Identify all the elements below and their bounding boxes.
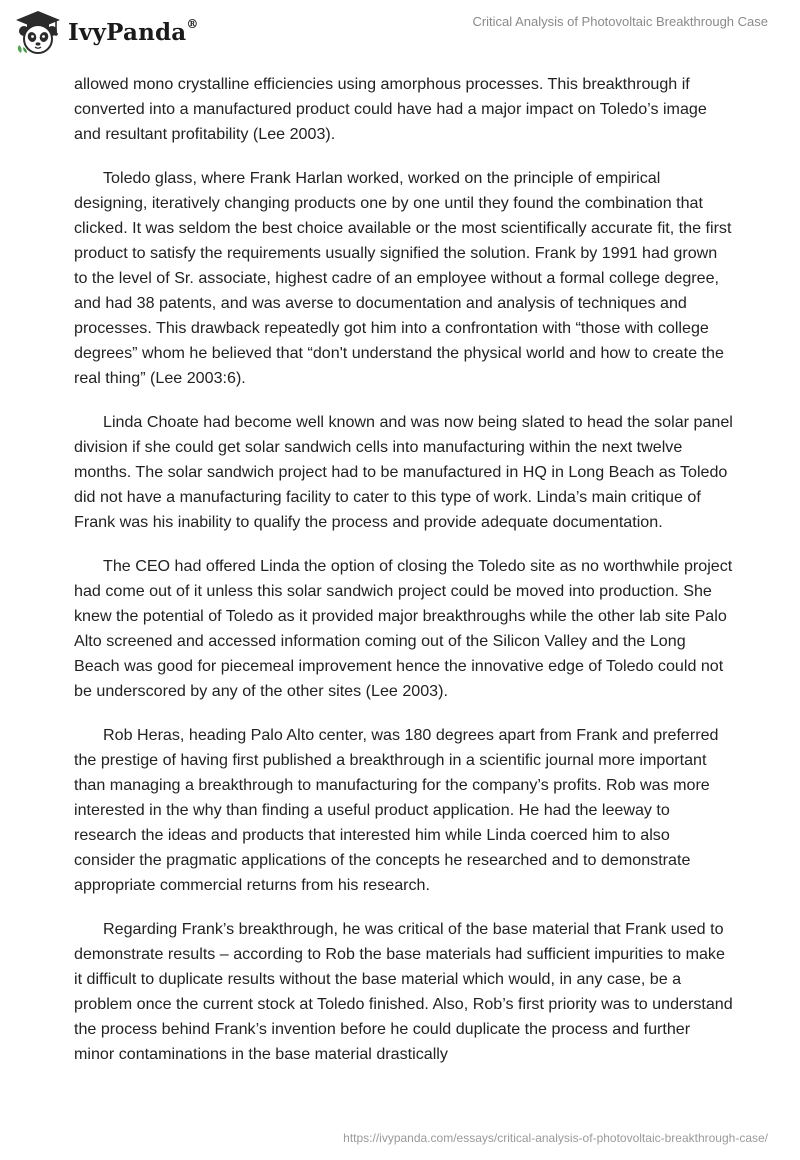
document-title: Critical Analysis of Photovoltaic Breakthrough Case	[472, 14, 768, 29]
paragraph: The CEO had offered Linda the option of closing the Toledo site as no worthwhile project had come out of it unless this solar sandwich project could be moved into production. She knew the potential of Toledo as it provided major breakthroughs while the other lab site Palo Alto screened and accessed information coming out of the Silicon Valley and the Long Beach was good for piecemeal improvement hence the innovative edge of Toledo could not be underscored by any of the other sites (Lee 2003).	[74, 557, 733, 700]
paragraph: Rob Heras, heading Palo Alto center, was 180 degrees apart from Frank and preferred the prestige of having first published a breakthrough in a scientific journal more important than managing a breakthrough to manufacturing for the company’s profits. Rob was more interested in the why than finding a useful product application. He had the leeway to research the ideas and products that interested him while Linda coerced him to also consider the pragmatic applications of the concepts he researched and to demonstrate appropriate commercial returns from his research.	[74, 726, 719, 894]
source-url[interactable]: https://ivypanda.com/essays/critical-analysis-of-photovoltaic-breakthrough-case/	[343, 1131, 768, 1145]
essay-body	[74, 72, 734, 1086]
paragraph: Regarding Frank’s breakthrough, he was critical of the base material that Frank used to demonstrate results – according to Rob the base materials had sufficient impurities to make it difficult to duplicate results without the base material which would, in any case, be a problem once the current stock at Toledo finished. Also, Rob’s first priority was to understand the process behind Frank’s invention before he could duplicate the process and further minor contaminations in the base material drastically	[74, 920, 733, 1063]
brand-name-text: IvyPanda	[68, 18, 187, 46]
panda-graduate-icon	[14, 9, 62, 55]
paragraph: Toledo glass, where Frank Harlan worked, worked on the principle of empirical designing, iteratively changing products one by one until they found the combination that clicked. It was seldom the best choice available or the most scientifically accurate fit, the first product to satisfy the requirements usually signified the solution. Frank by 1991 had grown to the level of Sr. associate, highest cadre of an employee without a formal college degree, and had 38 patents, and was averse to documentation and analysis of techniques and processes. This drawback repeatedly got him into a confrontation with “those with college degrees” whom he believed that “don't understand the physical world and how to create the real thing” (Lee 2003:6).	[74, 169, 732, 387]
page-header	[0, 0, 800, 66]
paragraph: Linda Choate had become well known and was now being slated to head the solar panel division if she could get solar sandwich cells into manufacturing within the next twelve months. The solar sandwich project had to be manufactured in HQ in Long Beach as Toledo did not have a manufacturing facility to cater to this type of work. Linda’s main critique of Frank was his inability to qualify the process and provide adequate documentation.	[74, 413, 733, 531]
brand-logo[interactable]	[14, 8, 199, 56]
paragraph: allowed mono crystalline efficiencies using amorphous processes. This breakthrough if converted into a manufactured product could have had a major impact on Toledo’s image and resultant profitability (Lee 2003).	[74, 75, 707, 143]
brand-name	[68, 16, 199, 46]
registered-mark: ®	[186, 16, 199, 31]
